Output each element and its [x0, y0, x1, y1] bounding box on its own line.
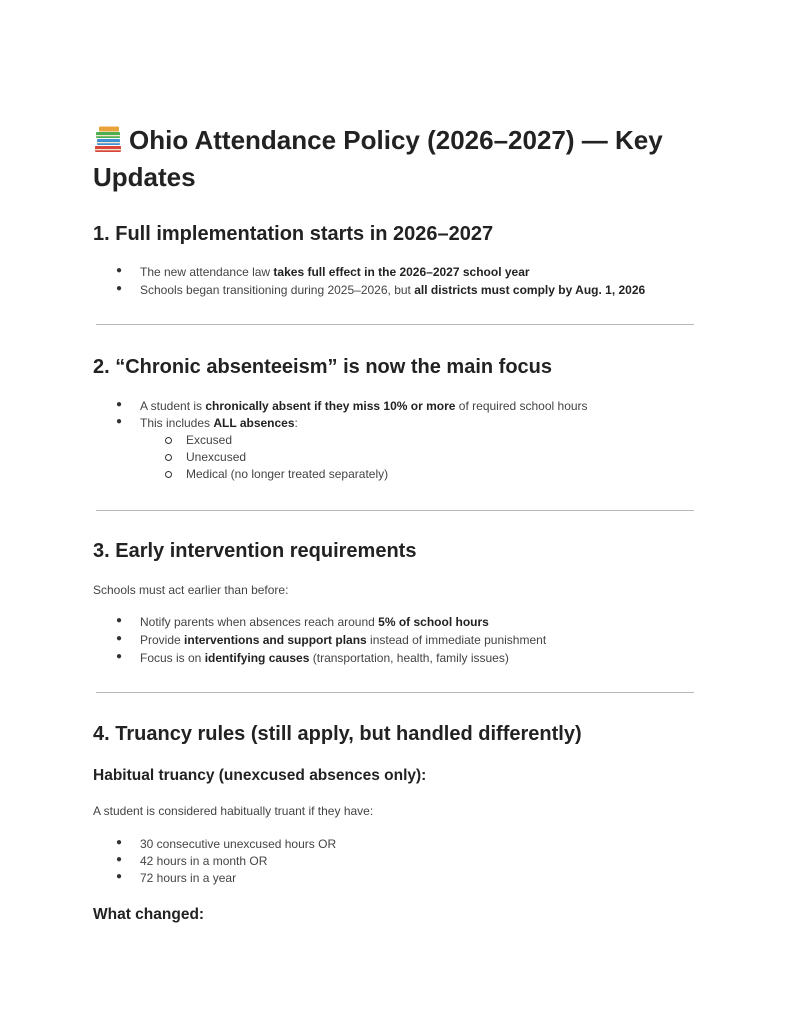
bullet-icon: ●	[116, 615, 123, 626]
list-item: ● Schools began transitioning during 2025–2026, but all districts must comply by Aug. 1, 2026	[116, 283, 646, 297]
bullet-icon: ●	[116, 283, 123, 294]
bullet-icon: ●	[116, 399, 123, 410]
circle-bullet-icon	[165, 454, 172, 461]
bullet-icon: ●	[116, 837, 123, 848]
section-heading-2: 2. “Chronic absenteeism” is now the main focus	[93, 356, 552, 378]
books-icon	[93, 126, 123, 154]
list-item: ● This includes ALL absences:	[116, 416, 298, 430]
page-title	[93, 122, 713, 196]
list-item: ● Focus is on identifying causes (transportation, health, family issues)	[116, 651, 509, 665]
bullet-icon: ●	[116, 871, 123, 882]
section-4-subheading: Habitual truancy (unexcused absences only):	[93, 767, 427, 784]
bullet-icon: ●	[116, 854, 123, 865]
title-text: Ohio Attendance Policy (2026–2027) — Key Updates	[93, 125, 663, 192]
what-changed-heading: What changed:	[93, 906, 205, 923]
list-item: ● 30 consecutive unexcused hours OR	[116, 837, 337, 851]
bullet-icon: ●	[116, 651, 123, 662]
sub-list-item: Excused	[186, 433, 232, 447]
section-3-intro: Schools must act earlier than before:	[93, 583, 289, 597]
section-heading-1: 1. Full implementation starts in 2026–2027	[93, 223, 494, 245]
section-divider	[96, 324, 694, 325]
circle-bullet-icon	[165, 437, 172, 444]
section-heading-4: 4. Truancy rules (still apply, but handled differently)	[93, 723, 582, 745]
section-4-intro: A student is considered habitually truant if they have:	[93, 804, 374, 818]
section-heading-3: 3. Early intervention requirements	[93, 540, 417, 562]
list-item: ● The new attendance law takes full effect in the 2026–2027 school year	[116, 265, 530, 279]
list-item: ● Notify parents when absences reach around 5% of school hours	[116, 615, 489, 629]
list-item: ● 42 hours in a month OR	[116, 854, 268, 868]
list-item: ● A student is chronically absent if they miss 10% or more of required school hours	[116, 399, 588, 413]
section-divider	[96, 692, 694, 693]
list-item: ● 72 hours in a year	[116, 871, 237, 885]
bullet-icon: ●	[116, 633, 123, 644]
bullet-icon: ●	[116, 416, 123, 427]
circle-bullet-icon	[165, 471, 172, 478]
list-item: ● Provide interventions and support plans instead of immediate punishment	[116, 633, 547, 647]
sub-list-item: Unexcused	[186, 450, 246, 464]
sub-list-item: Medical (no longer treated separately)	[186, 467, 388, 481]
bullet-icon: ●	[116, 265, 123, 276]
section-divider	[96, 510, 694, 511]
